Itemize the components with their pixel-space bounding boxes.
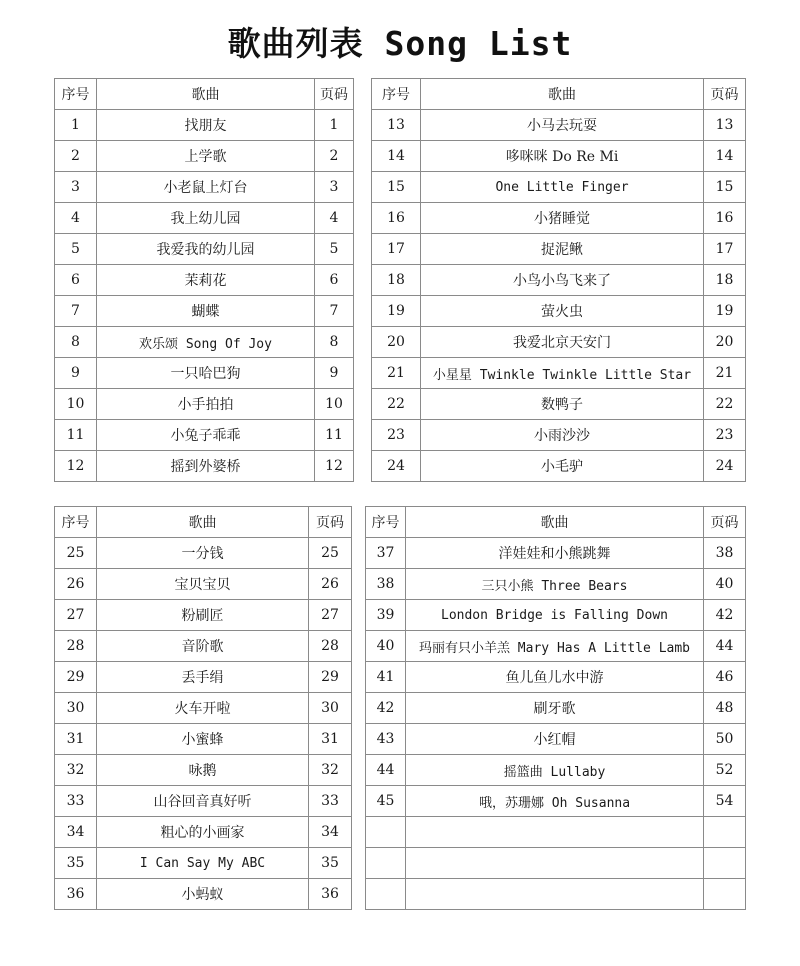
song-page: 5 <box>315 234 354 265</box>
song-title <box>406 879 704 910</box>
song-title: 哦，苏珊娜 Oh Susanna <box>406 786 704 817</box>
song-title: One Little Finger <box>421 172 704 203</box>
song-title: 我上幼儿园 <box>97 203 315 234</box>
song-page: 38 <box>704 538 746 569</box>
table-row <box>366 538 746 569</box>
song-number: 22 <box>372 389 421 420</box>
song-page: 27 <box>309 600 352 631</box>
song-number: 27 <box>55 600 97 631</box>
song-number: 3 <box>55 172 97 203</box>
song-page <box>704 848 746 879</box>
song-number: 25 <box>55 538 97 569</box>
song-title: 蝴蝶 <box>97 296 315 327</box>
song-title: 小猪睡觉 <box>421 203 704 234</box>
table-header-row <box>55 507 352 538</box>
song-title: 茉莉花 <box>97 265 315 296</box>
song-page: 9 <box>315 358 354 389</box>
song-title <box>406 817 704 848</box>
table-row <box>372 389 746 420</box>
song-table-4 <box>365 506 746 910</box>
song-title: 小老鼠上灯台 <box>97 172 315 203</box>
song-title: 玛丽有只小羊羔 Mary Has A Little Lamb <box>406 631 704 662</box>
song-number: 45 <box>366 786 406 817</box>
song-page: 26 <box>309 569 352 600</box>
table-row <box>372 234 746 265</box>
song-number: 2 <box>55 141 97 172</box>
table-row <box>55 848 352 879</box>
song-number: 5 <box>55 234 97 265</box>
header-num: 序号 <box>366 507 406 538</box>
song-page: 33 <box>309 786 352 817</box>
song-page: 30 <box>309 693 352 724</box>
song-page: 34 <box>309 817 352 848</box>
table-row <box>366 693 746 724</box>
table-row <box>55 786 352 817</box>
song-title: 我爱我的幼儿园 <box>97 234 315 265</box>
song-title: 小手拍拍 <box>97 389 315 420</box>
table-row <box>55 172 354 203</box>
song-title: 小马去玩耍 <box>421 110 704 141</box>
song-title: 丢手绢 <box>97 662 309 693</box>
table-row <box>55 265 354 296</box>
song-page: 2 <box>315 141 354 172</box>
table-row <box>366 786 746 817</box>
song-title: 小星星 Twinkle Twinkle Little Star <box>421 358 704 389</box>
song-title: 鱼儿鱼儿水中游 <box>406 662 704 693</box>
song-page: 44 <box>704 631 746 662</box>
song-number: 23 <box>372 420 421 451</box>
song-page: 40 <box>704 569 746 600</box>
song-page <box>704 817 746 848</box>
song-page: 29 <box>309 662 352 693</box>
song-page: 35 <box>309 848 352 879</box>
song-number: 21 <box>372 358 421 389</box>
table-row <box>366 569 746 600</box>
song-number: 43 <box>366 724 406 755</box>
song-number: 15 <box>372 172 421 203</box>
song-page: 15 <box>704 172 746 203</box>
song-page: 20 <box>704 327 746 358</box>
header-song: 歌曲 <box>97 79 315 110</box>
song-number: 37 <box>366 538 406 569</box>
song-number <box>366 848 406 879</box>
song-number: 1 <box>55 110 97 141</box>
table-row <box>55 631 352 662</box>
song-number: 12 <box>55 451 97 482</box>
song-number: 33 <box>55 786 97 817</box>
table-row <box>372 203 746 234</box>
song-number <box>366 879 406 910</box>
song-number: 31 <box>55 724 97 755</box>
song-title: 上学歌 <box>97 141 315 172</box>
song-page: 25 <box>309 538 352 569</box>
song-number: 4 <box>55 203 97 234</box>
song-number: 30 <box>55 693 97 724</box>
table-row <box>366 724 746 755</box>
song-title: 音阶歌 <box>97 631 309 662</box>
table-row <box>55 662 352 693</box>
song-page: 19 <box>704 296 746 327</box>
table-row <box>55 724 352 755</box>
song-number: 18 <box>372 265 421 296</box>
table-header-row <box>372 79 746 110</box>
table-row <box>372 327 746 358</box>
table-row <box>366 755 746 786</box>
table-header-row <box>366 507 746 538</box>
song-number: 19 <box>372 296 421 327</box>
table-row <box>366 848 746 879</box>
song-page: 4 <box>315 203 354 234</box>
table-row <box>372 451 746 482</box>
song-page: 13 <box>704 110 746 141</box>
song-number: 7 <box>55 296 97 327</box>
table-row <box>372 358 746 389</box>
table-row <box>366 600 746 631</box>
table-row <box>55 693 352 724</box>
song-page: 7 <box>315 296 354 327</box>
song-number: 26 <box>55 569 97 600</box>
song-title: 宝贝宝贝 <box>97 569 309 600</box>
header-num: 序号 <box>55 79 97 110</box>
table-row <box>55 110 354 141</box>
table-row <box>372 172 746 203</box>
song-title: 摇篮曲 Lullaby <box>406 755 704 786</box>
song-title: 小鸟小鸟飞来了 <box>421 265 704 296</box>
table-row <box>366 662 746 693</box>
song-page: 18 <box>704 265 746 296</box>
song-table-2 <box>371 78 746 482</box>
song-page: 36 <box>309 879 352 910</box>
song-page: 14 <box>704 141 746 172</box>
song-page: 31 <box>309 724 352 755</box>
table-row <box>55 420 354 451</box>
table-row <box>55 389 354 420</box>
song-number: 35 <box>55 848 97 879</box>
song-title <box>406 848 704 879</box>
song-number: 8 <box>55 327 97 358</box>
song-title: 粉刷匠 <box>97 600 309 631</box>
song-number: 9 <box>55 358 97 389</box>
song-title: 欢乐颂 Song Of Joy <box>97 327 315 358</box>
song-page: 10 <box>315 389 354 420</box>
header-song: 歌曲 <box>421 79 704 110</box>
song-page: 23 <box>704 420 746 451</box>
song-title: 小红帽 <box>406 724 704 755</box>
header-num: 序号 <box>372 79 421 110</box>
song-number: 40 <box>366 631 406 662</box>
song-page: 50 <box>704 724 746 755</box>
song-number: 17 <box>372 234 421 265</box>
song-title: 小毛驴 <box>421 451 704 482</box>
song-page: 16 <box>704 203 746 234</box>
song-title: I Can Say My ABC <box>97 848 309 879</box>
song-page <box>704 879 746 910</box>
song-table-3 <box>54 506 352 910</box>
song-title: 小兔子乖乖 <box>97 420 315 451</box>
song-page: 3 <box>315 172 354 203</box>
song-page: 8 <box>315 327 354 358</box>
song-number: 36 <box>55 879 97 910</box>
song-title: 山谷回音真好听 <box>97 786 309 817</box>
song-title: 刷牙歌 <box>406 693 704 724</box>
song-title: 咏鹅 <box>97 755 309 786</box>
song-title: 小蚂蚁 <box>97 879 309 910</box>
song-number: 29 <box>55 662 97 693</box>
table-row <box>55 234 354 265</box>
song-title: London Bridge is Falling Down <box>406 600 704 631</box>
song-title: 数鸭子 <box>421 389 704 420</box>
song-page: 54 <box>704 786 746 817</box>
song-number: 41 <box>366 662 406 693</box>
song-title: 萤火虫 <box>421 296 704 327</box>
table-row <box>366 879 746 910</box>
table-row <box>372 420 746 451</box>
song-number: 20 <box>372 327 421 358</box>
song-title: 粗心的小画家 <box>97 817 309 848</box>
song-page: 17 <box>704 234 746 265</box>
table-row <box>55 538 352 569</box>
song-title: 一分钱 <box>97 538 309 569</box>
header-song: 歌曲 <box>97 507 309 538</box>
table-row <box>55 600 352 631</box>
song-number: 39 <box>366 600 406 631</box>
song-page: 32 <box>309 755 352 786</box>
song-number: 16 <box>372 203 421 234</box>
song-page: 21 <box>704 358 746 389</box>
song-title: 火车开啦 <box>97 693 309 724</box>
song-page: 1 <box>315 110 354 141</box>
song-number: 6 <box>55 265 97 296</box>
table-row <box>366 817 746 848</box>
song-table-1 <box>54 78 354 482</box>
page-title: 歌曲列表 Song List <box>227 24 573 63</box>
song-page: 42 <box>704 600 746 631</box>
song-number: 38 <box>366 569 406 600</box>
song-number: 34 <box>55 817 97 848</box>
song-title: 哆咪咪 Do Re Mi <box>421 141 704 172</box>
song-title: 捉泥鳅 <box>421 234 704 265</box>
song-page: 12 <box>315 451 354 482</box>
table-row <box>55 755 352 786</box>
song-page: 52 <box>704 755 746 786</box>
song-page: 6 <box>315 265 354 296</box>
song-number: 44 <box>366 755 406 786</box>
table-row <box>55 451 354 482</box>
table-row <box>55 141 354 172</box>
table-row <box>55 817 352 848</box>
song-number: 24 <box>372 451 421 482</box>
song-number: 13 <box>372 110 421 141</box>
song-number: 32 <box>55 755 97 786</box>
table-row <box>55 879 352 910</box>
header-page: 页码 <box>704 507 746 538</box>
header-song: 歌曲 <box>406 507 704 538</box>
table-row <box>55 569 352 600</box>
song-number: 11 <box>55 420 97 451</box>
table-row <box>372 296 746 327</box>
table-row <box>366 631 746 662</box>
song-page: 46 <box>704 662 746 693</box>
song-title: 洋娃娃和小熊跳舞 <box>406 538 704 569</box>
song-number: 14 <box>372 141 421 172</box>
song-title: 我爱北京天安门 <box>421 327 704 358</box>
table-row <box>55 296 354 327</box>
song-page: 24 <box>704 451 746 482</box>
song-number <box>366 817 406 848</box>
song-number: 28 <box>55 631 97 662</box>
table-row <box>372 110 746 141</box>
table-row <box>372 265 746 296</box>
table-row <box>372 141 746 172</box>
header-page: 页码 <box>315 79 354 110</box>
header-num: 序号 <box>55 507 97 538</box>
table-header-row <box>55 79 354 110</box>
song-page: 22 <box>704 389 746 420</box>
header-page: 页码 <box>309 507 352 538</box>
table-row <box>55 327 354 358</box>
table-row <box>55 203 354 234</box>
song-number: 42 <box>366 693 406 724</box>
table-row <box>55 358 354 389</box>
song-title: 一只哈巴狗 <box>97 358 315 389</box>
song-page: 11 <box>315 420 354 451</box>
song-title: 小雨沙沙 <box>421 420 704 451</box>
header-page: 页码 <box>704 79 746 110</box>
song-title: 摇到外婆桥 <box>97 451 315 482</box>
song-page: 48 <box>704 693 746 724</box>
song-title: 三只小熊 Three Bears <box>406 569 704 600</box>
song-title: 小蜜蜂 <box>97 724 309 755</box>
song-title: 找朋友 <box>97 110 315 141</box>
song-page: 28 <box>309 631 352 662</box>
song-number: 10 <box>55 389 97 420</box>
